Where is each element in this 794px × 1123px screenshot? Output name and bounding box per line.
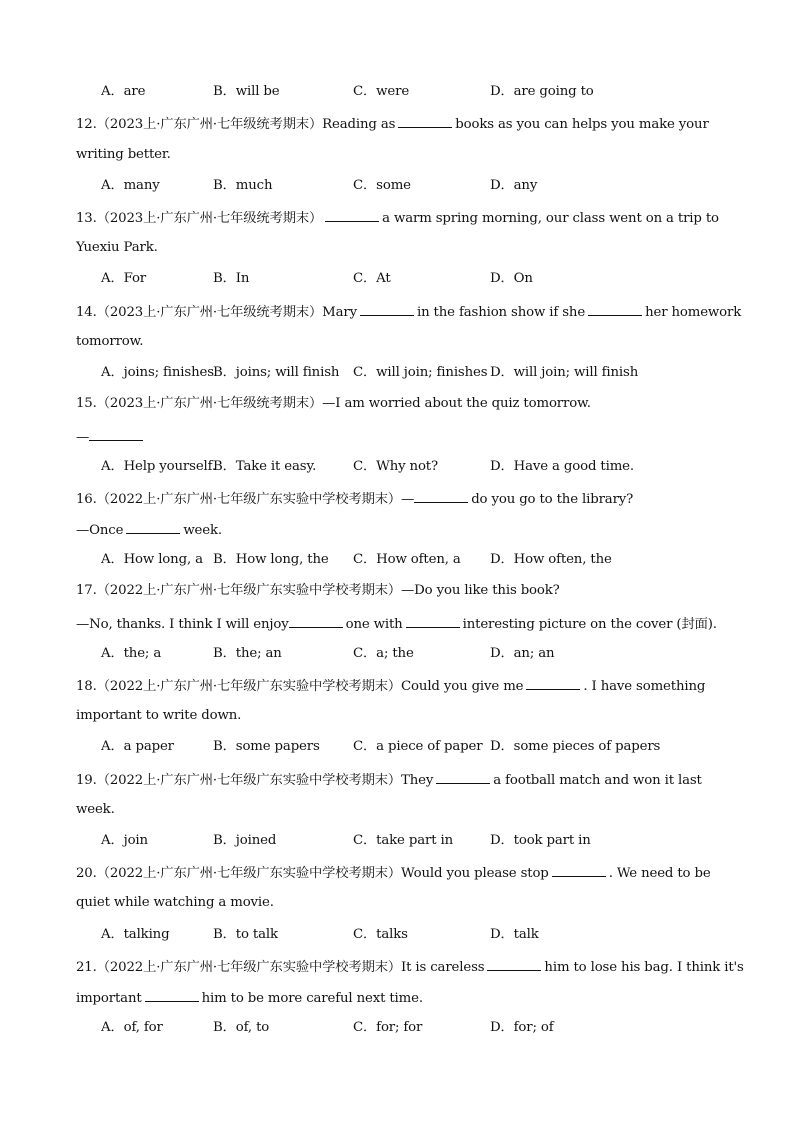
answer-blank xyxy=(487,958,541,971)
q20-stem-cont: quiet while watching a movie. xyxy=(76,895,274,910)
answer-blank xyxy=(398,115,452,128)
q21-stem-cont: important him to be more careful next time. xyxy=(76,991,423,1006)
q11-option-a[interactable]: A．are xyxy=(101,84,146,99)
q17-option-a[interactable]: A．the; a xyxy=(101,646,162,661)
answer-blank xyxy=(406,615,460,628)
q14-option-d[interactable]: D．will join; will finish xyxy=(490,365,639,380)
answer-blank xyxy=(414,490,468,503)
q17-option-c[interactable]: C．a; the xyxy=(353,646,414,661)
q18-option-d[interactable]: D．some pieces of papers xyxy=(490,739,661,754)
q16-options xyxy=(101,552,781,568)
q15-option-b[interactable]: B．Take it easy. xyxy=(213,459,317,474)
q17-stem: 17.（2022上·广东广州·七年级广东实验中学校考期末）—Do you like this book? xyxy=(76,583,560,598)
q12-stem: 12.（2023上·广东广州·七年级统考期末）Reading as books as you can helps you make your xyxy=(76,117,709,132)
q20-stem: 20.（2022上·广东广州·七年级广东实验中学校考期末）Would you please stop . We need to be xyxy=(76,866,711,881)
q18-stem: 18.（2022上·广东广州·七年级广东实验中学校考期末）Could you give me . I have something xyxy=(76,679,706,694)
q21-stem: 21.（2022上·广东广州·七年级广东实验中学校考期末）It is careless him to lose his bag. I think it's xyxy=(76,960,744,975)
q16-option-a[interactable]: A．How long, a xyxy=(101,552,203,567)
q11-option-c[interactable]: C．were xyxy=(353,84,410,99)
q19-option-c[interactable]: C．take part in xyxy=(353,833,453,848)
q15-stem-cont: — xyxy=(76,428,146,446)
q20-option-c[interactable]: C．talks xyxy=(353,927,408,942)
q17-option-d[interactable]: D．an; an xyxy=(490,646,555,661)
q21-options xyxy=(101,1020,781,1036)
q12-options xyxy=(101,178,781,194)
q13-option-b[interactable]: B．In xyxy=(213,271,250,286)
q16-option-d[interactable]: D．How often, the xyxy=(490,552,612,567)
q15-stem: 15.（2023上·广东广州·七年级统考期末）—I am worried about the quiz tomorrow. xyxy=(76,396,591,411)
q11-option-d[interactable]: D．are going to xyxy=(490,84,594,99)
q17-option-b[interactable]: B．the; an xyxy=(213,646,282,661)
q18-option-a[interactable]: A．a paper xyxy=(101,739,174,754)
q20-option-d[interactable]: D．talk xyxy=(490,927,539,942)
q12-option-b[interactable]: B．much xyxy=(213,178,273,193)
q21-option-a[interactable]: A．of, for xyxy=(101,1020,163,1035)
q13-stem: 13.（2023上·广东广州·七年级统考期末） a warm spring morning, our class went on a trip to xyxy=(76,211,719,226)
answer-blank xyxy=(526,677,580,690)
q18-option-b[interactable]: B．some papers xyxy=(213,739,320,754)
q21-option-c[interactable]: C．for; for xyxy=(353,1020,423,1035)
q14-option-b[interactable]: B．joins; will finish xyxy=(213,365,340,380)
answer-blank xyxy=(552,864,606,877)
answer-blank xyxy=(436,771,490,784)
q18-stem-cont: important to write down. xyxy=(76,708,242,723)
q17-stem-cont: —No, thanks. I think I will enjoy one with interesting picture on the cover (封面). xyxy=(76,617,717,632)
q13-option-d[interactable]: D．On xyxy=(490,271,533,286)
q13-option-a[interactable]: A．For xyxy=(101,271,147,286)
q18-option-c[interactable]: C．a piece of paper xyxy=(353,739,483,754)
q14-options xyxy=(101,365,781,381)
q16-option-c[interactable]: C．How often, a xyxy=(353,552,461,567)
q17-options xyxy=(101,646,781,662)
answer-blank xyxy=(126,521,180,534)
q19-stem: 19.（2022上·广东广州·七年级广东实验中学校考期末）They a football match and won it last xyxy=(76,773,702,788)
q11-option-b[interactable]: B．will be xyxy=(213,84,280,99)
answer-blank xyxy=(145,989,199,1002)
q13-option-c[interactable]: C．At xyxy=(353,271,391,286)
q14-option-c[interactable]: C．will join; finishes xyxy=(353,365,488,380)
q15-option-c[interactable]: C．Why not? xyxy=(353,459,438,474)
answer-blank xyxy=(360,303,414,316)
q11-options xyxy=(101,84,781,100)
q12-option-c[interactable]: C．some xyxy=(353,178,411,193)
q16-stem: 16.（2022上·广东广州·七年级广东实验中学校考期末）— do you go to the library? xyxy=(76,492,634,507)
q14-stem: 14.（2023上·广东广州·七年级统考期末）Mary in the fashion show if she her homework xyxy=(76,305,742,320)
q15-option-d[interactable]: D．Have a good time. xyxy=(490,459,634,474)
answer-blank xyxy=(289,615,343,628)
q15-options xyxy=(101,459,781,475)
q16-option-b[interactable]: B．How long, the xyxy=(213,552,329,567)
q19-options xyxy=(101,833,781,849)
q12-option-d[interactable]: D．any xyxy=(490,178,538,193)
q14-option-a[interactable]: A．joins; finishes xyxy=(101,365,214,380)
q12-option-a[interactable]: A．many xyxy=(101,178,160,193)
answer-blank xyxy=(588,303,642,316)
q19-option-b[interactable]: B．joined xyxy=(213,833,277,848)
q13-stem-cont: Yuexiu Park. xyxy=(76,240,158,255)
answer-blank xyxy=(89,428,143,441)
q19-option-a[interactable]: A．join xyxy=(101,833,148,848)
q16-stem-cont: —Once week. xyxy=(76,523,222,538)
q19-option-d[interactable]: D．took part in xyxy=(490,833,591,848)
q20-option-b[interactable]: B．to talk xyxy=(213,927,278,942)
answer-blank xyxy=(325,209,379,222)
q12-stem-cont: writing better. xyxy=(76,147,171,162)
q14-stem-cont: tomorrow. xyxy=(76,334,144,349)
q20-options xyxy=(101,927,781,943)
q13-options xyxy=(101,271,781,287)
q21-option-b[interactable]: B．of, to xyxy=(213,1020,270,1035)
q15-option-a[interactable]: A．Help yourself. xyxy=(101,459,217,474)
q19-stem-cont: week. xyxy=(76,802,115,817)
q21-option-d[interactable]: D．for; of xyxy=(490,1020,554,1035)
q18-options xyxy=(101,739,781,755)
q20-option-a[interactable]: A．talking xyxy=(101,927,170,942)
